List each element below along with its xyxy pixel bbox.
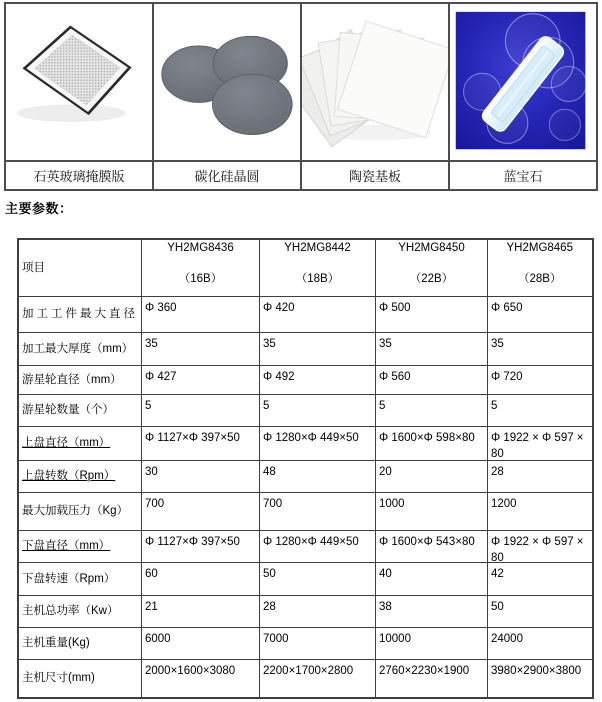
spec-cell: [142, 426, 260, 460]
spec-cell: [142, 659, 260, 698]
spec-cell: [142, 627, 260, 659]
spec-cell: [488, 365, 593, 394]
spec-cell-value: 30: [145, 465, 158, 478]
spec-cell-value: 700: [263, 497, 283, 510]
spec-cell-value: 5: [145, 399, 152, 412]
spec-cell: [142, 332, 260, 365]
spec-cell-value: Φ 1280×Φ 449×50: [263, 431, 359, 444]
spec-row: [18, 562, 593, 595]
spec-cell: [142, 595, 260, 627]
spec-cell: [488, 426, 593, 460]
spec-cell-value: 60: [145, 567, 158, 580]
spec-cell-value: Φ 720: [491, 370, 523, 383]
sapphire-image: [450, 6, 596, 158]
model-size: （22B）: [409, 273, 454, 285]
spec-cell: [376, 530, 488, 562]
spec-cell: [142, 394, 260, 426]
spec-row-label: 主机总功率（Kw）: [18, 595, 142, 627]
spec-cell: [260, 394, 376, 426]
spec-cell: [376, 460, 488, 492]
spec-col-header: [488, 239, 593, 296]
spec-col-header: [260, 239, 376, 296]
spec-row-label: 上盘转数（Rpm）: [18, 460, 142, 492]
spec-row-label: 加工最大厚度（mm）: [18, 332, 142, 365]
spec-row-label: 主机重量(Kg): [18, 627, 142, 659]
model-size: （28B）: [518, 273, 562, 285]
spec-cell-value: 2200×1700×2800: [263, 664, 354, 677]
spec-cell-value: 38: [379, 600, 392, 613]
spec-cell: [376, 394, 488, 426]
spec-cell: [488, 296, 593, 332]
spec-cell: [260, 562, 376, 595]
spec-cell-value: Φ 1127×Φ 397×50: [145, 535, 240, 548]
spec-cell: [142, 365, 260, 394]
spec-cell: [260, 595, 376, 627]
spec-cell: [488, 492, 593, 530]
spec-row: [18, 659, 593, 698]
ceramic-substrate-image: [302, 6, 448, 158]
product-image-cell-sic: [153, 3, 301, 161]
spec-cell: [376, 659, 488, 698]
spec-cell: [260, 365, 376, 394]
spec-cell: [260, 530, 376, 562]
spec-cell-value: Φ 1600×Φ 598×80: [379, 431, 475, 444]
spec-cell-value: 3980×2900×3800: [491, 664, 582, 677]
spec-cell-value: Φ 1922 × Φ 597 × 80: [491, 431, 584, 460]
spec-row-label: 上盘直径（mm）: [18, 426, 142, 460]
spec-cell: [376, 562, 488, 595]
spec-row: [18, 627, 593, 659]
spec-cell-value: 28: [491, 465, 504, 478]
spec-cell: [376, 595, 488, 627]
spec-cell: [260, 492, 376, 530]
spec-cell: [488, 562, 593, 595]
product-caption-sapphire: 蓝宝石: [449, 161, 597, 190]
model-size: （18B）: [295, 273, 340, 285]
spec-cell-value: Φ 1600×Φ 543×80: [379, 535, 475, 548]
spec-cell: [260, 659, 376, 698]
spec-cell: [376, 426, 488, 460]
spec-cell: [376, 492, 488, 530]
spec-cell-value: 40: [379, 567, 392, 580]
spec-cell-value: 2000×1600×3080: [145, 664, 236, 677]
product-caption-ceramic: 陶瓷基板: [301, 161, 449, 190]
spec-cell: [376, 627, 488, 659]
spec-cell-value: 42: [491, 567, 504, 580]
section-heading: 主要参数：: [5, 201, 73, 216]
spec-cell: [488, 595, 593, 627]
spec-cell: [260, 627, 376, 659]
product-caption-sic: 碳化硅晶圆: [153, 161, 301, 190]
spec-cell-value: 20: [379, 465, 392, 478]
spec-cell: [488, 627, 593, 659]
model-name: YH2MG8442: [284, 242, 351, 254]
spec-row: [18, 365, 593, 394]
product-gallery: [4, 2, 598, 191]
product-caption-quartz: 石英玻璃掩膜版: [5, 161, 153, 190]
spec-row: [18, 492, 593, 530]
spec-cell-value: 7000: [263, 632, 289, 645]
spec-cell: [376, 365, 488, 394]
spec-cell-value: 5: [263, 399, 270, 412]
spec-cell: [142, 460, 260, 492]
spec-row: [18, 530, 593, 562]
spec-row-label: 下盘直径（mm）: [18, 530, 142, 562]
spec-col-header: [142, 239, 260, 296]
spec-cell-value: Φ 560: [379, 370, 411, 383]
spec-row: [18, 296, 593, 332]
spec-cell: [376, 332, 488, 365]
spec-cell: [260, 460, 376, 492]
product-image-row: [5, 3, 597, 161]
spec-cell: [260, 296, 376, 332]
spec-table: [17, 238, 594, 699]
spec-cell-value: 50: [263, 567, 276, 580]
spec-corner-label: 项目: [18, 239, 142, 296]
spec-cell: [488, 394, 593, 426]
spec-cell: [488, 332, 593, 365]
spec-cell: [142, 296, 260, 332]
model-name: YH2MG8465: [506, 242, 573, 254]
spec-cell-value: 28: [263, 600, 276, 613]
spec-cell-value: Φ 420: [263, 301, 295, 314]
spec-row-label: 下盘转速（Rpm）: [18, 562, 142, 595]
spec-row: [18, 332, 593, 365]
spec-cell-value: 21: [145, 600, 158, 613]
spec-cell-value: 35: [491, 337, 504, 350]
product-image-cell-ceramic: [301, 3, 449, 161]
spec-cell: [260, 332, 376, 365]
spec-cell-value: 2760×2230×1900: [379, 664, 470, 677]
spec-cell-value: 35: [263, 337, 276, 350]
spec-row: [18, 460, 593, 492]
spec-cell-value: 700: [145, 497, 165, 510]
spec-cell: [142, 492, 260, 530]
spec-cell-value: 35: [145, 337, 158, 350]
spec-col-header: [376, 239, 488, 296]
spec-cell-value: 1200: [491, 497, 517, 510]
spec-cell-value: Φ 492: [263, 370, 295, 383]
model-size: （16B）: [178, 273, 223, 285]
spec-cell-value: Φ 1127×Φ 397×50: [145, 431, 240, 444]
model-name: YH2MG8436: [167, 242, 234, 254]
sic-wafer-image: [154, 6, 300, 158]
spec-cell-value: Φ 1922 × Φ 597 × 80: [491, 535, 584, 562]
spec-cell: [142, 562, 260, 595]
spec-cell-value: 24000: [491, 632, 523, 645]
spec-cell-value: 5: [379, 399, 386, 412]
spec-cell: [142, 530, 260, 562]
product-image-cell-quartz: [5, 3, 153, 161]
product-caption-row: [5, 161, 597, 190]
spec-row-label: 游星轮直径（mm）: [18, 365, 142, 394]
spec-cell-value: Φ 500: [379, 301, 411, 314]
spec-cell: [488, 659, 593, 698]
spec-cell-value: 10000: [379, 632, 411, 645]
spec-cell: [376, 296, 488, 332]
spec-cell-value: 35: [379, 337, 392, 350]
spec-row: [18, 394, 593, 426]
spec-row-label: 加工工件最大直径: [18, 296, 142, 332]
spec-row: [18, 426, 593, 460]
spec-cell-value: 50: [491, 600, 504, 613]
product-image-cell-sapphire: [449, 3, 597, 161]
spec-row-label: 游星轮数量（个）: [18, 394, 142, 426]
spec-header-row: [18, 239, 593, 296]
spec-cell-value: 1000: [379, 497, 405, 510]
spec-row-label: 主机尺寸(mm): [18, 659, 142, 698]
spec-cell-value: Φ 650: [491, 301, 523, 314]
spec-cell: [488, 530, 593, 562]
spec-cell: [488, 460, 593, 492]
spec-row: [18, 595, 593, 627]
quartz-mask-plate-image: [6, 6, 152, 158]
spec-cell-value: 48: [263, 465, 276, 478]
model-name: YH2MG8450: [398, 242, 465, 254]
spec-cell-value: Φ 427: [145, 370, 177, 383]
spec-cell-value: 5: [491, 399, 498, 412]
spec-row-label: 最大加载压力（Kg）: [18, 492, 142, 530]
spec-cell-value: Φ 1280×Φ 449×50: [263, 535, 359, 548]
spec-cell-value: Φ 360: [145, 301, 177, 314]
spec-cell: [260, 426, 376, 460]
spec-cell-value: 6000: [145, 632, 171, 645]
